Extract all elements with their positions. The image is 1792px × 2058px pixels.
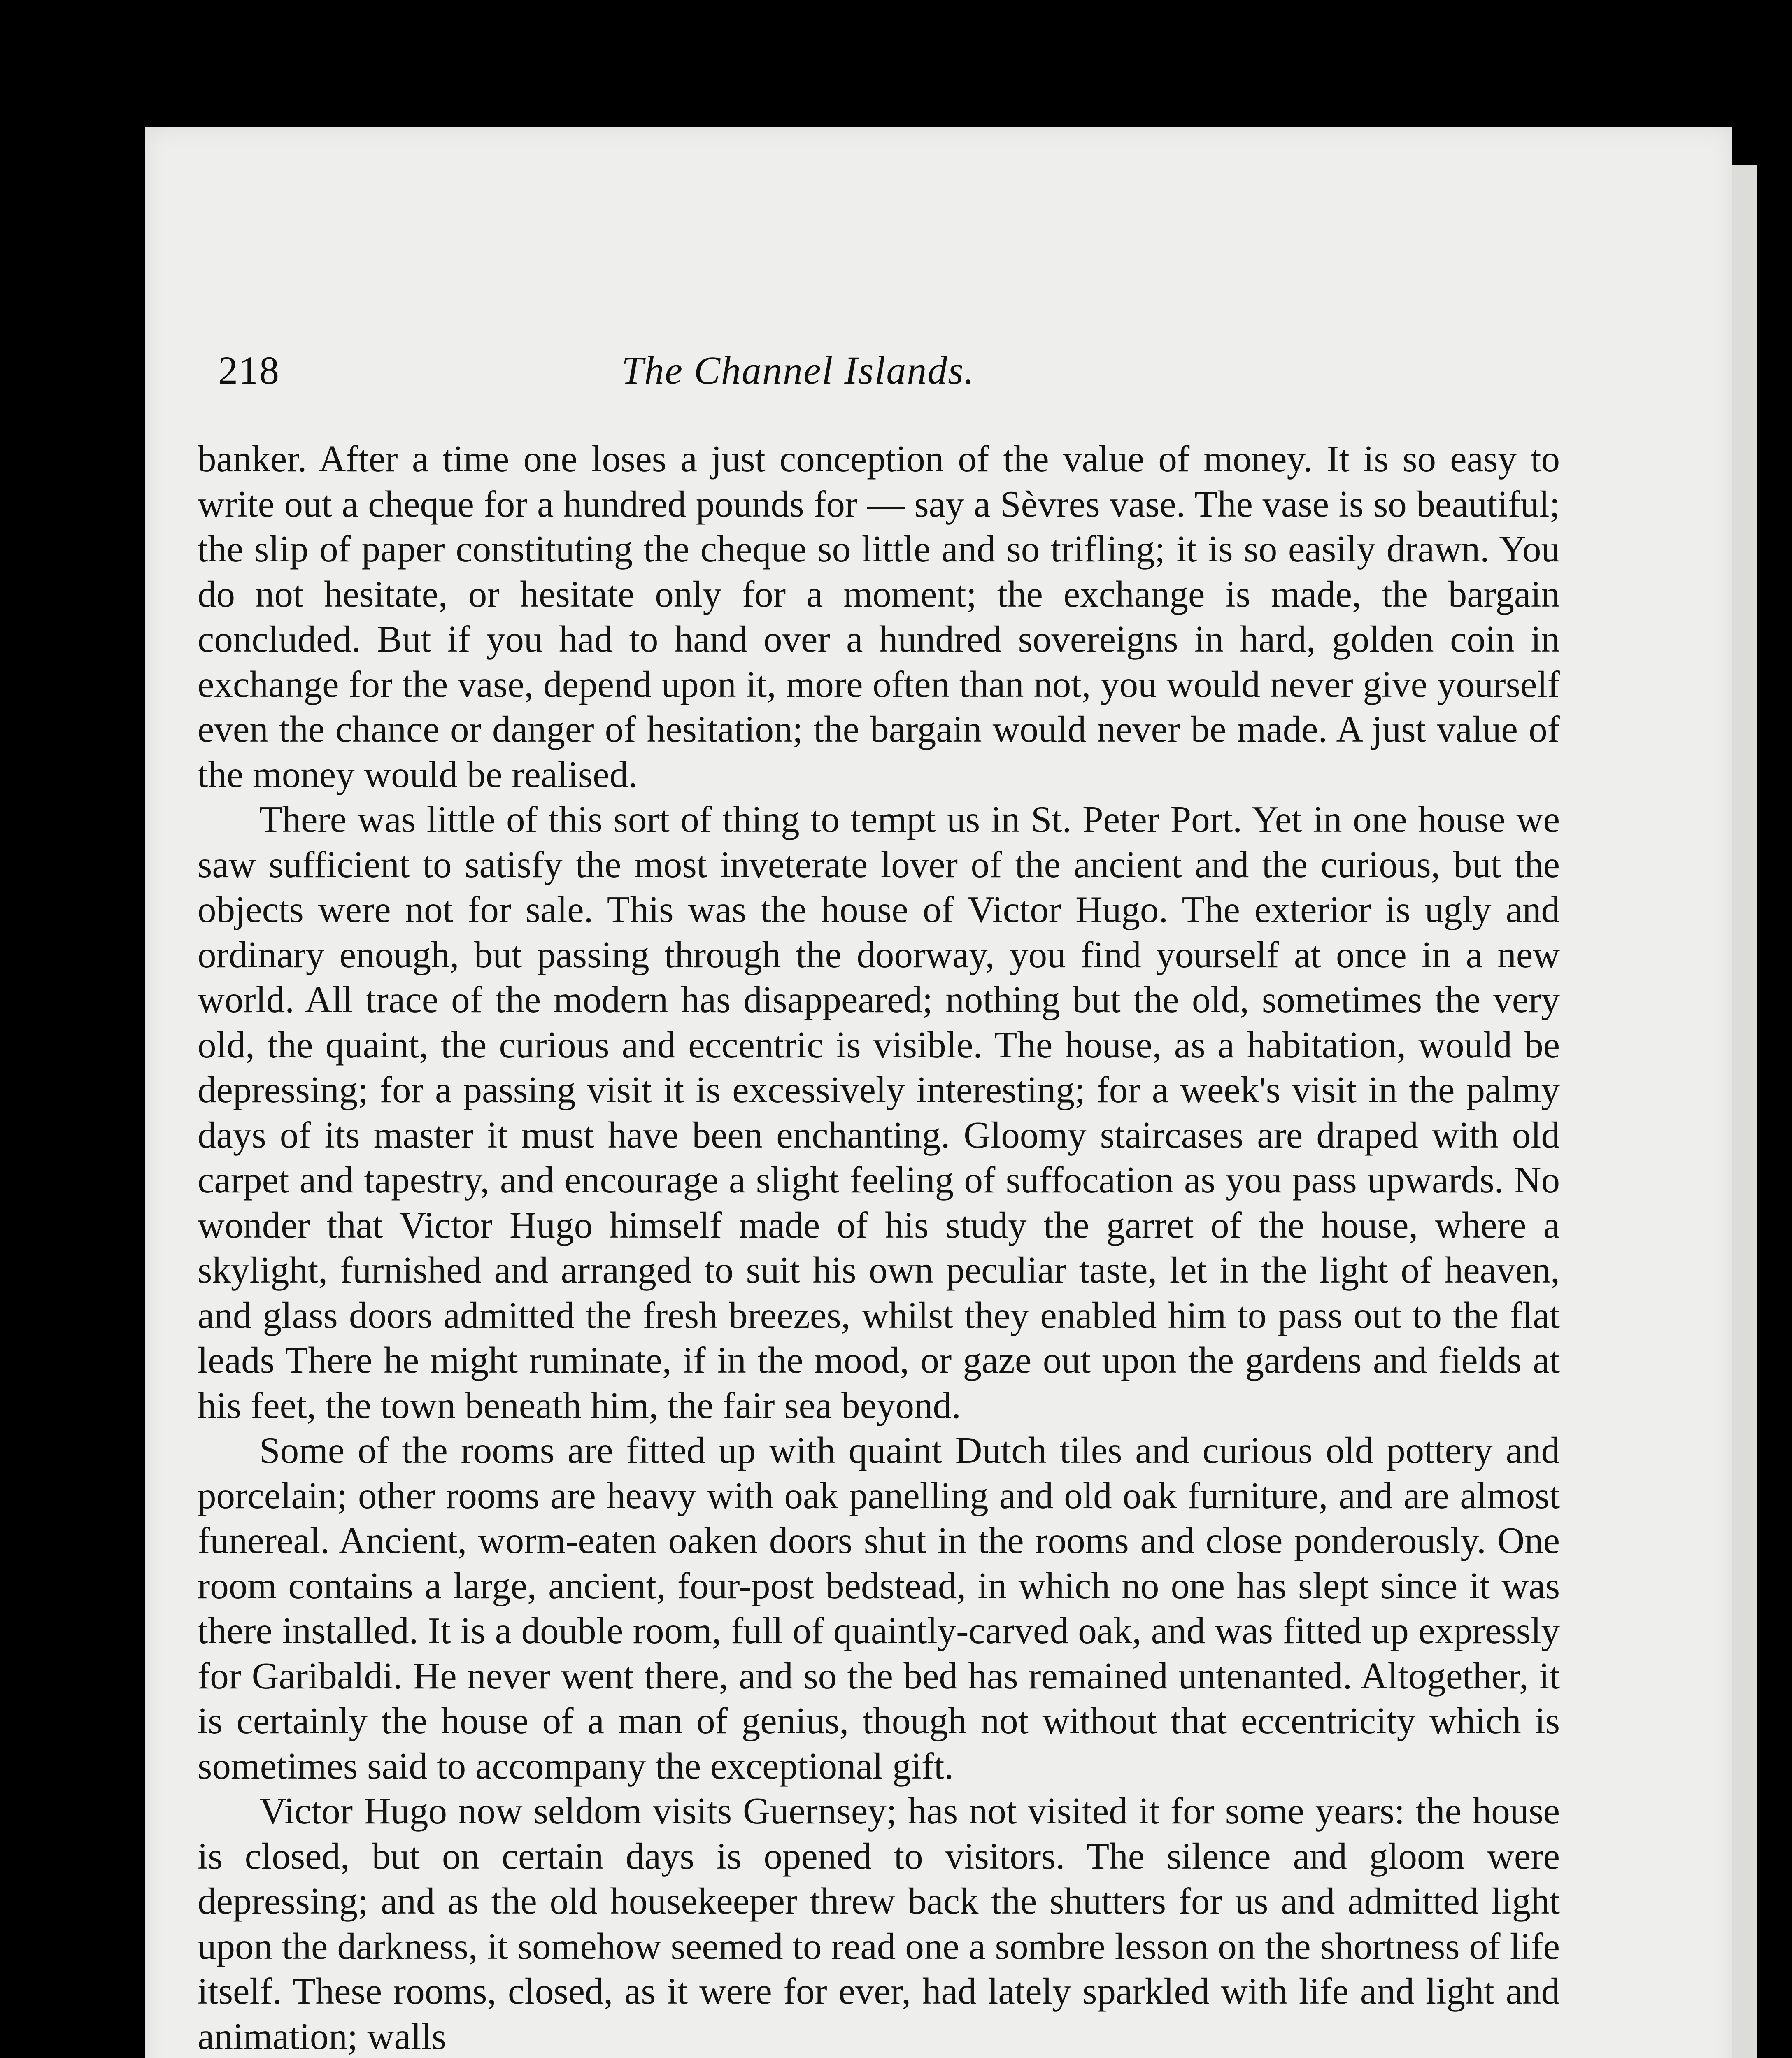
page-number: 218 — [218, 348, 280, 392]
paragraph-2: There was little of this sort of thing to tempt us in St. Peter Port. Yet in one house we saw sufficient to satisfy the most inveterate lover of the ancient and the curious, but the objects were not for sale. This was the house of Victor Hugo. The exterior is ugly and ordinary enough, but passing through the doorway, you find yourself at once in a new world. All trace of the modern has disappeared; nothing but the old, sometimes the very old, the quaint, the curious and eccentric is visible. The house, as a habitation, would be depressing; for a passing visit it is excessively interesting; for a week's visit in the palmy days of its master it must have been enchanting. Gloomy staircases are draped with old carpet and tapestry, and encourage a slight feeling of suffocation as you pass upwards. No wonder that Victor Hugo himself made of his study the garret of the house, where a skylight, furnished and arranged to suit his own peculiar taste, let in the light of heaven, and glass doors admitted the fresh breezes, whilst they enabled him to pass out to the flat leads There he might ruminate, if in the mood, or gaze out upon the gardens and fields at his feet, the town beneath him, the fair sea beyond. — [198, 799, 1560, 1426]
running-title: The Channel Islands. — [621, 348, 975, 392]
running-head — [218, 338, 1173, 403]
body-text — [198, 436, 1560, 2058]
paragraph-4: Victor Hugo now seldom visits Guernsey; has not visited it for some years: the house is closed, but on certain days is opened to visitors. The silence and gloom were depressing; and as the old housekeeper threw back the shutters for us and admitted light upon the darkness, it somehow seemed to read one a sombre lesson on the shortness of life itself. These rooms, closed, as it were for ever, had lately sparkled with life and light and animation; walls — [198, 1790, 1560, 2057]
paragraph-3: Some of the rooms are fitted up with quaint Dutch tiles and curious old pottery and porcelain; other rooms are heavy with oak panelling and old oak furniture, and are almost funereal. Ancient, worm-eaten oaken doors shut in the rooms and close ponderously. One room contains a large, ancient, four-post bedstead, in which no one has slept since it was there installed. It is a double room, full of quaintly-carved oak, and was fitted up expressly for Garibaldi. He never went there, and so the bed has remained untenanted. Altogether, it is certainly the house of a man of genius, though not without that eccentricity which is sometimes said to accompany the exceptional gift. — [198, 1429, 1560, 1787]
adjacent-page-edge — [1732, 165, 1757, 2058]
paragraph-1: banker. After a time one loses a just conception of the value of money. It is so easy to write out a cheque for a hundred pounds for — say a Sèvres vase. The vase is so beautiful; the slip of paper constituting the cheque so little and so trifling; it is so easily drawn. You do not hesitate, or hesitate only for a moment; the exchange is made, the bargain concluded. But if you had to hand over a hundred sovereigns in hard, golden coin in exchange for the vase, depend upon it, more often than not, you would never give yourself even the chance or danger of hesitation; the bargain would never be made. A just value of the money would be realised. — [198, 438, 1560, 795]
